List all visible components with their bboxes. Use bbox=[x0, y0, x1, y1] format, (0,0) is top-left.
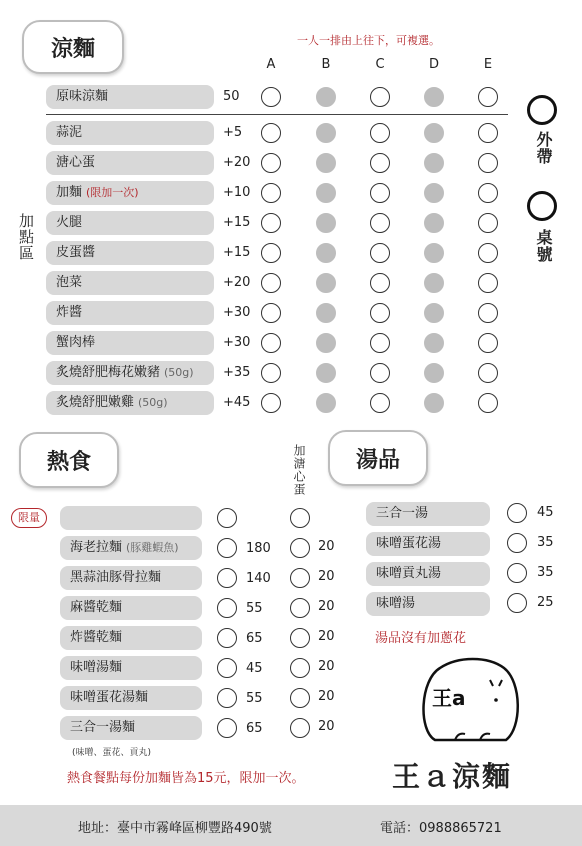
soup-item-3-checkbox[interactable] bbox=[507, 563, 527, 583]
addon-zone-label: 加點區 bbox=[17, 213, 35, 261]
base-noodle-checkbox-d[interactable] bbox=[424, 87, 444, 107]
hot-item-5-egg-price: 20 bbox=[318, 629, 335, 644]
hot-item-5-label bbox=[60, 626, 202, 650]
item-name: 原味涼麵 bbox=[56, 89, 109, 104]
addon-4-checkbox-e[interactable] bbox=[478, 213, 498, 233]
item-note: (限加一次) bbox=[86, 186, 139, 199]
addon-2-checkbox-e[interactable] bbox=[478, 153, 498, 173]
item-name: 蒜泥 bbox=[56, 125, 83, 140]
addon-7-price: +30 bbox=[223, 305, 251, 320]
item-name: 蟹肉棒 bbox=[56, 335, 96, 350]
hot-item-2-egg-checkbox[interactable] bbox=[290, 538, 310, 558]
soup-item-1-price: 45 bbox=[537, 505, 554, 520]
hot-item-6-egg-price: 20 bbox=[318, 659, 335, 674]
addon-4-checkbox-b[interactable] bbox=[316, 213, 336, 233]
hot-item-6-price: 45 bbox=[246, 661, 263, 676]
hot-item-7-label bbox=[60, 686, 202, 710]
addon-3-checkbox-e[interactable] bbox=[478, 183, 498, 203]
item-name: 溏心蛋 bbox=[56, 155, 96, 170]
brand-logo: 王ａ涼麵 bbox=[392, 760, 513, 793]
item-note: (50g) bbox=[138, 396, 168, 409]
item-name: 泡菜 bbox=[56, 275, 83, 290]
base-noodle-checkbox-b[interactable] bbox=[316, 87, 336, 107]
soup-item-2-price: 35 bbox=[537, 535, 554, 550]
item-name: 皮蛋醬 bbox=[56, 245, 96, 260]
hot-item-3-checkbox[interactable] bbox=[217, 568, 237, 588]
addon-1-checkbox-d[interactable] bbox=[424, 123, 444, 143]
addon-10-checkbox-b[interactable] bbox=[316, 393, 336, 413]
item-name: 味噌蛋花湯麵 bbox=[70, 690, 149, 705]
item-name: 麻醬乾麵 bbox=[70, 600, 123, 615]
column-header-b: B bbox=[321, 57, 331, 72]
item-name: 炙燒舒肥嫩雞 bbox=[56, 395, 135, 410]
item-name: 炸醬乾麵 bbox=[70, 630, 123, 645]
addon-3-checkbox-b[interactable] bbox=[316, 183, 336, 203]
addon-3-label bbox=[46, 181, 214, 205]
hot-item-4-checkbox[interactable] bbox=[217, 598, 237, 618]
hot-item-6-egg-checkbox[interactable] bbox=[290, 658, 310, 678]
addon-4-label bbox=[46, 211, 214, 235]
addon-6-checkbox-a[interactable] bbox=[261, 273, 281, 293]
addon-9-checkbox-b[interactable] bbox=[316, 363, 336, 383]
base-noodle-price: 50 bbox=[223, 89, 240, 104]
soup-item-2-checkbox[interactable] bbox=[507, 533, 527, 553]
item-note: (50g) bbox=[164, 366, 194, 379]
addon-10-label bbox=[46, 391, 214, 415]
addon-1-checkbox-b[interactable] bbox=[316, 123, 336, 143]
hot-item-3-label bbox=[60, 566, 202, 590]
hot-item-5-egg-checkbox[interactable] bbox=[290, 628, 310, 648]
addon-10-checkbox-e[interactable] bbox=[478, 393, 498, 413]
addon-7-checkbox-d[interactable] bbox=[424, 303, 444, 323]
addon-9-checkbox-a[interactable] bbox=[261, 363, 281, 383]
soup-item-2-label: 味噌蛋花湯 bbox=[366, 532, 490, 556]
dine-in-checkbox[interactable] bbox=[527, 191, 557, 221]
hot-item-7-egg-checkbox[interactable] bbox=[290, 688, 310, 708]
addon-3-checkbox-a[interactable] bbox=[261, 183, 281, 203]
hot-item-4-egg-price: 20 bbox=[318, 599, 335, 614]
mascot-label: 王a bbox=[432, 686, 466, 710]
hot-food-footnote: 熱食餐點每份加麵皆為15元，限加一次。 bbox=[67, 771, 305, 786]
item-name: 加麵 bbox=[56, 185, 83, 200]
addon-6-checkbox-b[interactable] bbox=[316, 273, 336, 293]
item-name: 海老拉麵 bbox=[70, 540, 123, 555]
limited-badge: 限量 bbox=[11, 508, 47, 528]
item-name: 黑蒜油豚骨拉麵 bbox=[70, 570, 162, 585]
cold-noodle-title: 涼麵 bbox=[22, 20, 124, 74]
addon-4-checkbox-c[interactable] bbox=[370, 213, 390, 233]
addon-7-checkbox-a[interactable] bbox=[261, 303, 281, 323]
addon-6-label bbox=[46, 271, 214, 295]
hot-item-8-egg-checkbox[interactable] bbox=[290, 718, 310, 738]
addon-9-checkbox-d[interactable] bbox=[424, 363, 444, 383]
addon-10-checkbox-a[interactable] bbox=[261, 393, 281, 413]
takeout-checkbox[interactable] bbox=[527, 95, 557, 125]
item-name: 炙燒舒肥梅花嫩豬 bbox=[56, 365, 161, 380]
addon-8-checkbox-a[interactable] bbox=[261, 333, 281, 353]
addon-2-label bbox=[46, 151, 214, 175]
addon-8-checkbox-b[interactable] bbox=[316, 333, 336, 353]
hot-item-8-price: 65 bbox=[246, 721, 263, 736]
hot-item-3-egg-checkbox[interactable] bbox=[290, 568, 310, 588]
addon-6-checkbox-d[interactable] bbox=[424, 273, 444, 293]
column-header-e: E bbox=[483, 57, 493, 72]
addon-9-checkbox-e[interactable] bbox=[478, 363, 498, 383]
addon-6-checkbox-e[interactable] bbox=[478, 273, 498, 293]
item-name: 炸醬 bbox=[56, 305, 83, 320]
addon-5-checkbox-b[interactable] bbox=[316, 243, 336, 263]
addon-9-checkbox-c[interactable] bbox=[370, 363, 390, 383]
addon-3-price: +10 bbox=[223, 185, 251, 200]
soup-item-3-label: 味噌貢丸湯 bbox=[366, 562, 490, 586]
addon-7-checkbox-c[interactable] bbox=[370, 303, 390, 323]
addon-3-checkbox-c[interactable] bbox=[370, 183, 390, 203]
addon-8-price: +30 bbox=[223, 335, 251, 350]
hot-item-7-price: 55 bbox=[246, 691, 263, 706]
addon-8-checkbox-c[interactable] bbox=[370, 333, 390, 353]
soup-item-1-checkbox[interactable] bbox=[507, 503, 527, 523]
soup-item-4-price: 25 bbox=[537, 595, 554, 610]
soup-item-4-label: 味噌湯 bbox=[366, 592, 490, 616]
hot-item-6-label bbox=[60, 656, 202, 680]
hot-item-7-egg-price: 20 bbox=[318, 689, 335, 704]
dine-in-label: 桌號 bbox=[534, 229, 553, 263]
addon-6-checkbox-c[interactable] bbox=[370, 273, 390, 293]
base-noodle-checkbox-a[interactable] bbox=[261, 87, 281, 107]
hot-item-7-checkbox[interactable] bbox=[217, 688, 237, 708]
hot-item-3-price: 140 bbox=[246, 571, 271, 586]
addon-4-checkbox-d[interactable] bbox=[424, 213, 444, 233]
item-name: 味噌湯麵 bbox=[70, 660, 123, 675]
hot-item-2-checkbox[interactable] bbox=[217, 538, 237, 558]
egg-column-header: 加溏心蛋 bbox=[292, 444, 306, 496]
addon-10-price: +45 bbox=[223, 395, 251, 410]
addon-2-checkbox-d[interactable] bbox=[424, 153, 444, 173]
address-text: 地址：臺中市霧峰區柳豐路490號 bbox=[78, 821, 272, 836]
addon-4-price: +15 bbox=[223, 215, 251, 230]
soup-title: 湯品 bbox=[328, 430, 428, 486]
hot-item-4-egg-checkbox[interactable] bbox=[290, 598, 310, 618]
addon-5-label bbox=[46, 241, 214, 265]
addon-5-price: +15 bbox=[223, 245, 251, 260]
soup-item-3-price: 35 bbox=[537, 565, 554, 580]
hot-item-1-checkbox[interactable] bbox=[217, 508, 237, 528]
soup-note: 湯品沒有加蔥花 bbox=[375, 631, 467, 646]
addon-1-price: +5 bbox=[223, 125, 243, 140]
base-noodle-label bbox=[46, 85, 214, 109]
hot-item-1-label bbox=[60, 506, 202, 530]
addon-8-label bbox=[46, 331, 214, 355]
takeout-label: 外帶 bbox=[534, 131, 553, 165]
addon-7-label bbox=[46, 301, 214, 325]
divider-line bbox=[46, 114, 508, 115]
addon-3-checkbox-d[interactable] bbox=[424, 183, 444, 203]
addon-6-price: +20 bbox=[223, 275, 251, 290]
addon-7-checkbox-b[interactable] bbox=[316, 303, 336, 323]
addon-10-checkbox-d[interactable] bbox=[424, 393, 444, 413]
addon-2-price: +20 bbox=[223, 155, 251, 170]
hot-item-6-checkbox[interactable] bbox=[217, 658, 237, 678]
addon-5-checkbox-a[interactable] bbox=[261, 243, 281, 263]
hot-item-1-egg-checkbox[interactable] bbox=[290, 508, 310, 528]
cold-instruction: 一人一排由上往下，可複選。 bbox=[297, 34, 440, 47]
hot-food-title: 熱食 bbox=[19, 432, 119, 488]
base-noodle-checkbox-e[interactable] bbox=[478, 87, 498, 107]
addon-1-checkbox-a[interactable] bbox=[261, 123, 281, 143]
column-header-a: A bbox=[266, 57, 276, 72]
sanhe-noodle-note: (味噌、蛋花、貢丸) bbox=[72, 748, 152, 758]
item-note: (豚雞蝦魚) bbox=[126, 541, 179, 554]
phone-text: 電話：0988865721 bbox=[380, 821, 502, 836]
addon-5-checkbox-c[interactable] bbox=[370, 243, 390, 263]
hot-item-8-egg-price: 20 bbox=[318, 719, 335, 734]
soup-item-4-checkbox[interactable] bbox=[507, 593, 527, 613]
hot-item-4-label bbox=[60, 596, 202, 620]
hot-item-5-price: 65 bbox=[246, 631, 263, 646]
hot-item-8-label bbox=[60, 716, 202, 740]
addon-1-label bbox=[46, 121, 214, 145]
item-name: 火腿 bbox=[56, 215, 83, 230]
addon-2-checkbox-a[interactable] bbox=[261, 153, 281, 173]
hot-item-5-checkbox[interactable] bbox=[217, 628, 237, 648]
addon-7-checkbox-e[interactable] bbox=[478, 303, 498, 323]
addon-1-checkbox-e[interactable] bbox=[478, 123, 498, 143]
addon-9-price: +35 bbox=[223, 365, 251, 380]
hot-item-4-price: 55 bbox=[246, 601, 263, 616]
base-noodle-checkbox-c[interactable] bbox=[370, 87, 390, 107]
addon-2-checkbox-c[interactable] bbox=[370, 153, 390, 173]
addon-10-checkbox-c[interactable] bbox=[370, 393, 390, 413]
addon-2-checkbox-b[interactable] bbox=[316, 153, 336, 173]
soup-item-1-label: 三合一湯 bbox=[366, 502, 490, 526]
addon-1-checkbox-c[interactable] bbox=[370, 123, 390, 143]
addon-9-label bbox=[46, 361, 214, 385]
addon-5-checkbox-e[interactable] bbox=[478, 243, 498, 263]
addon-8-checkbox-e[interactable] bbox=[478, 333, 498, 353]
footer-bar bbox=[0, 805, 582, 846]
addon-5-checkbox-d[interactable] bbox=[424, 243, 444, 263]
mascot-icon bbox=[410, 650, 530, 750]
addon-4-checkbox-a[interactable] bbox=[261, 213, 281, 233]
hot-item-2-price: 180 bbox=[246, 541, 271, 556]
hot-item-3-egg-price: 20 bbox=[318, 569, 335, 584]
item-name: 三合一湯麵 bbox=[70, 720, 136, 735]
hot-item-2-label bbox=[60, 536, 202, 560]
hot-item-2-egg-price: 20 bbox=[318, 539, 335, 554]
column-header-c: C bbox=[375, 57, 385, 72]
hot-item-8-checkbox[interactable] bbox=[217, 718, 237, 738]
column-header-d: D bbox=[428, 57, 439, 72]
addon-8-checkbox-d[interactable] bbox=[424, 333, 444, 353]
